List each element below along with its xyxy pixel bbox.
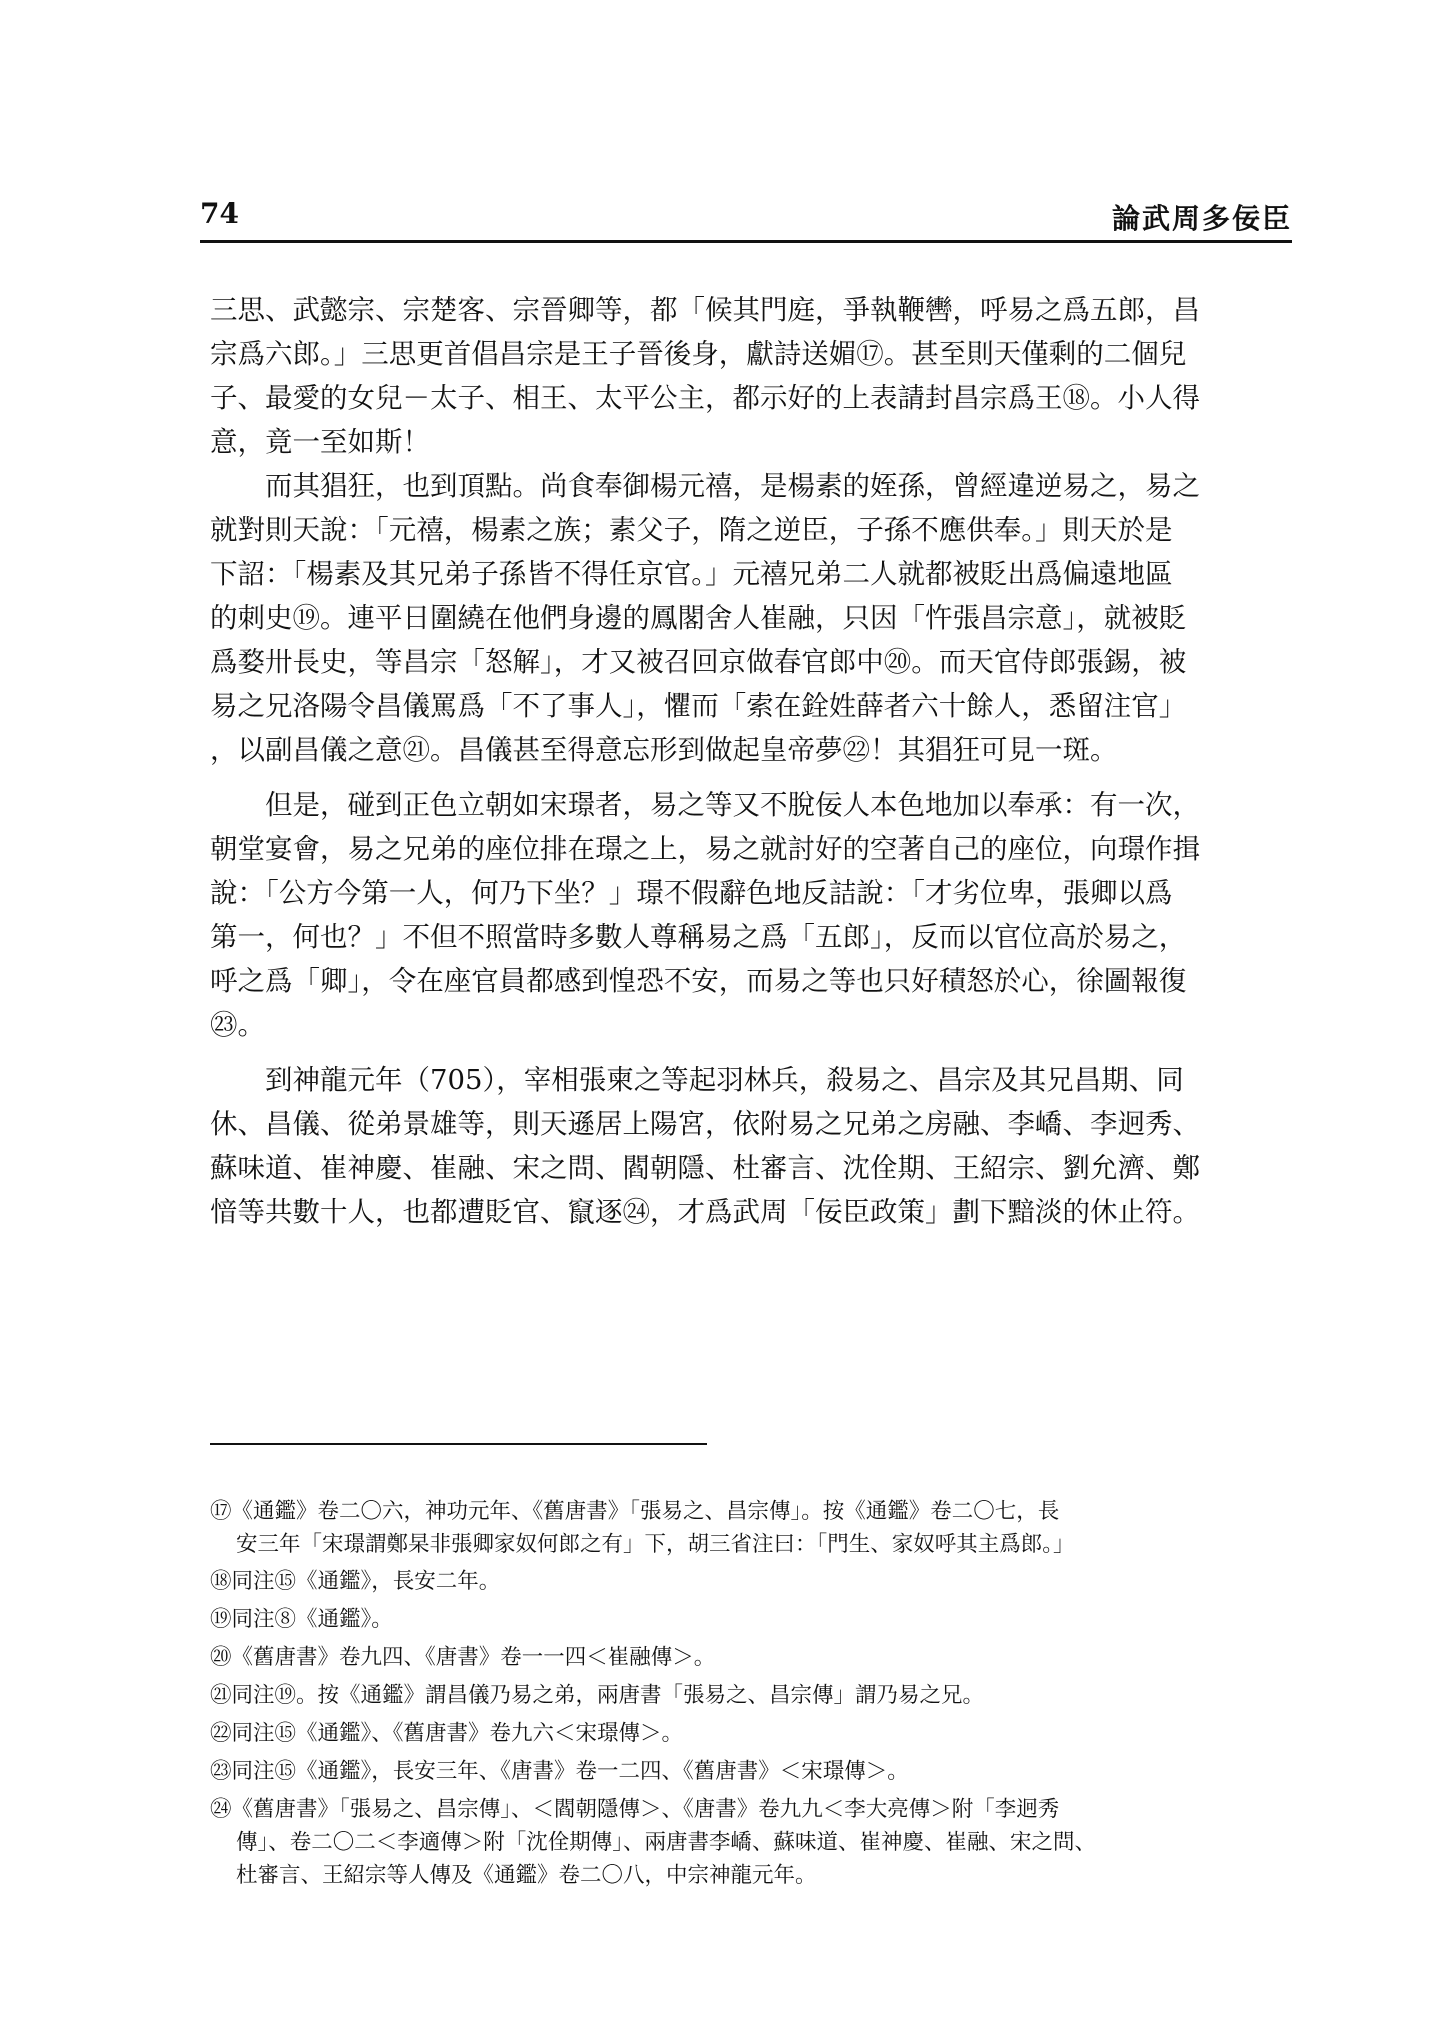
footnote-rule bbox=[210, 1443, 707, 1445]
footnote-continuation: 安三年「宋璟謂鄭杲非張卿家奴何郎之有」下，胡三省注曰：「門生、家奴呼其主爲郎。」 bbox=[236, 1532, 1075, 1557]
footnote-24 bbox=[210, 1760, 1290, 1925]
footnote-continuation: 傳」、卷二〇二＜李適傳＞附「沈佺期傳」、兩唐書李嶠、蘇味道、崔神慶、崔融、宋之問、 杜審言、王紹宗等人傳及《通鑑》卷二〇八，中宗神龍元年。 bbox=[236, 1830, 1097, 1888]
page-header bbox=[200, 197, 1292, 237]
footnote-text: ㉔《舊唐書》「張易之、昌宗傳」、＜閻朝隱傳＞、《唐書》卷九九＜李大亮傳＞附「李迥秀 bbox=[210, 1797, 1060, 1822]
footnote-text: ㉒同注⑮《通鑑》、《舊唐書》卷九六＜宋璟傳＞。 bbox=[210, 1721, 684, 1746]
body-paragraph-3: 但是，碰到正色立朝如宋璟者，易之等又不脫佞人本色地加以奉承：有一次， 朝堂宴會，易之兄弟的座位排在璟之上，易之就討好的空著自己的座位，向璟作揖 說：「公方今第一人，何乃下坐？」璟不假辭色地反詰說：「才劣位卑，張卿以爲 第一，何也？」不但不照當時多數人尊稱易之爲「五郎」，反而以官位高於易之， 呼之爲「卿」，令在座官員都感到惶恐不安，而易之等也只好積怒於心，徐圖報復 ㉓。 bbox=[210, 789, 1200, 1041]
footnote-text: ⑰《通鑑》卷二〇六，神功元年、《舊唐書》「張易之、昌宗傳」。按《通鑑》卷二〇七，長 bbox=[210, 1499, 1060, 1524]
body-paragraph-4: 到神龍元年（705），宰相張柬之等起羽林兵，殺易之、昌宗及其兄昌期、同 休、昌儀、從弟景雄等，則天遜居上陽宮，依附易之兄弟之房融、李嶠、李迥秀、 蘇味道、崔神慶、崔融、宋之問、閻朝隱、杜審言、沈佺期、王紹宗、劉允濟、鄭 愔等共數十人，也都遭貶官、竄逐㉔，才爲武周「佞臣政策」劃下黯淡的休止符。 bbox=[210, 1064, 1200, 1228]
footnote-text: ㉓同注⑮《通鑑》，長安三年、《唐書》卷一二四、《舊唐書》＜宋璟傳＞。 bbox=[210, 1759, 909, 1784]
body-paragraph-1: 三思、武懿宗、宗楚客、宗晉卿等，都「候其門庭，爭執鞭轡，呼易之爲五郎，昌 宗爲六郎。」三思更首倡昌宗是王子晉後身，獻詩送媚⑰。甚至則天僅剩的二個兒 子、最愛的女兒－太子、相王、太平公主，都示好的上表請封昌宗爲王⑱。小人得 意，竟一至如斯！ bbox=[210, 294, 1200, 458]
header-rule bbox=[200, 240, 1292, 243]
footnote-text: ⑲同注⑧《通鑑》。 bbox=[210, 1607, 393, 1632]
body-paragraph-2: 而其猖狂，也到頂點。尚食奉御楊元禧，是楊素的姪孫，曾經違逆易之，易之 就對則天說：「元禧，楊素之族；素父子，隋之逆臣，子孫不應供奉。」則天於是 下詔：「楊素及其兄弟子孫皆不得任京官。」元禧兄弟二人就都被貶出爲偏遠地區 的刺史⑲。連平日圍繞在他們身邊的鳳閣舍人崔融，只因「忤張昌宗意」，就被貶 爲婺卅長史，等昌宗「怒解」，才又被召回京做春官郎中⑳。而天官侍郎張錫，被 易之兄洛陽令昌儀罵爲「不了事人」，懼而「索在銓姓薛者六十餘人，悉留注官」 ，以副昌儀之意㉑。昌儀甚至得意忘形到做起皇帝夢㉒！其猖狂可見一斑。 bbox=[210, 470, 1200, 766]
page-number: 74 bbox=[200, 197, 239, 230]
footnote-text: ㉑同注⑲。按《通鑑》謂昌儀乃易之弟，兩唐書「張易之、昌宗傳」謂乃易之兄。 bbox=[210, 1683, 985, 1708]
footnote-text: ⑳《舊唐書》卷九四、《唐書》卷一一四＜崔融傳＞。 bbox=[210, 1645, 716, 1670]
footnote-text: ⑱同注⑮《通鑑》，長安二年。 bbox=[210, 1569, 501, 1594]
running-title: 論武周多佞臣 bbox=[1111, 202, 1292, 235]
